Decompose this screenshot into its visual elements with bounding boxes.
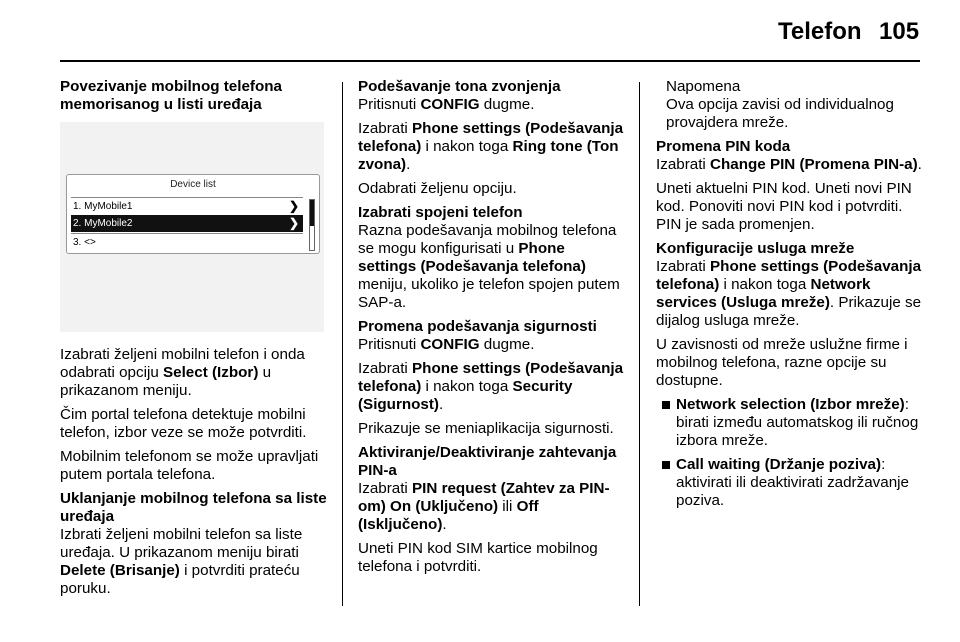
device-list-scrollbar[interactable] — [309, 199, 315, 251]
device-list-item-label: 3. <> — [73, 237, 96, 248]
paragraph: Prikazuje se meniaplikacija sigurnosti. — [358, 420, 614, 437]
note-box — [656, 78, 922, 132]
bullet-square-icon — [662, 461, 670, 469]
device-list-title: Device list — [170, 179, 216, 190]
device-list-item-label: 2. MyMobile2 — [73, 218, 133, 229]
device-list-item[interactable] — [71, 197, 303, 214]
bullet-item: Network selection (Izbor mreže): birati između automatskog ili ručnog izbora mreže. — [660, 396, 922, 450]
column-divider-2 — [639, 82, 640, 606]
device-list-item-label: 1. MyMobile1 — [73, 201, 133, 212]
page-header-title: Telefon — [778, 18, 862, 45]
paragraph: Izabrati željeni mobilni telefon i onda odabrati opciju Select (Izbor) u prikazanom meniju. — [60, 346, 305, 399]
header-rule — [60, 60, 920, 62]
column-divider-1 — [342, 82, 343, 606]
paragraph: Pritisnuti CONFIG dugme. — [358, 336, 535, 353]
scrollbar-thumb[interactable] — [310, 200, 314, 226]
bullet-square-icon — [662, 401, 670, 409]
paragraph: Izabrati Phone settings (Podešavanja telefona) i nakon toga Ring tone (Ton zvona). — [358, 120, 624, 173]
paragraph: Mobilnim telefonom se može upravljati putem portala telefona. — [60, 448, 319, 483]
paragraph: Uneti aktuelni PIN kod. Uneti novi PIN kod. Ponoviti novi PIN kod i potvrditi. PIN je sada promenjen. — [656, 180, 912, 233]
device-list-item[interactable] — [71, 233, 303, 250]
note-heading: Napomena — [666, 78, 741, 95]
chevron-right-icon: ❯ — [288, 216, 299, 230]
page-number: 105 — [879, 18, 920, 45]
section-heading: Promena PIN koda — [656, 138, 791, 155]
paragraph: Odabrati željenu opciju. — [358, 180, 517, 197]
paragraph: Izbrati željeni mobilni telefon sa liste uređaja. U prikazanom meniju birati Delete (Brisanje) i potvrditi prateću poruku. — [60, 526, 303, 597]
column-3 — [656, 78, 922, 516]
paragraph: Izabrati Phone settings (Podešavanja telefona) i nakon toga Security (Sigurnost). — [358, 360, 624, 413]
paragraph: Razna podešavanja mobilnog telefona se mogu konfigurisati u Phone settings (Podešavanja telefona) meniju, ukoliko je telefon spojen putem SAP-a. — [358, 222, 620, 311]
device-list-figure — [60, 122, 324, 332]
section-heading: Podešavanje tona zvonjenja — [358, 78, 561, 95]
chevron-right-icon: ❯ — [288, 199, 299, 213]
section-heading: Uklanjanje mobilnog telefona sa liste uređaja — [60, 490, 327, 525]
column-1 — [60, 78, 330, 114]
paragraph: Pritisnuti CONFIG dugme. — [358, 96, 535, 113]
paragraph: Izabrati Change PIN (Promena PIN-a). — [656, 156, 922, 173]
column-2 — [358, 78, 624, 582]
paragraph: Izabrati Phone settings (Podešavanja telefona) i nakon toga Network services (Usluga mreže). Prikazuje se dijalog usluga mreže. — [656, 258, 922, 329]
paragraph: Uneti PIN kod SIM kartice mobilnog telefona i potvrditi. — [358, 540, 598, 575]
section-heading: Povezivanje mobilnog telefona memorisanog u listi uređaja — [60, 78, 282, 113]
section-heading: Izabrati spojeni telefon — [358, 204, 523, 221]
section-heading: Konfiguracije usluga mreže — [656, 240, 855, 257]
section-heading: Aktiviranje/Deaktiviranje zahtevanja PIN-a — [358, 444, 617, 479]
paragraph: Izabrati PIN request (Zahtev za PIN-om) On (Uključeno) ili Off (Isključeno). — [358, 480, 610, 533]
column-1-body — [60, 346, 328, 604]
paragraph: U zavisnosti od mreže uslužne firme i mobilnog telefona, razne opcije su dostupne. — [656, 336, 908, 389]
device-list-item-selected[interactable] — [71, 215, 303, 232]
paragraph: Čim portal telefona detektuje mobilni telefon, izbor veze se može potvrditi. — [60, 406, 307, 441]
note-text: Ova opcija zavisi od individualnog provajdera mreže. — [666, 96, 894, 131]
device-list-screen — [66, 174, 320, 254]
section-heading: Promena podešavanja sigurnosti — [358, 318, 597, 335]
bullet-item: Call waiting (Držanje poziva): aktivirati ili deaktivirati zadržavanje poziva. — [660, 456, 922, 510]
